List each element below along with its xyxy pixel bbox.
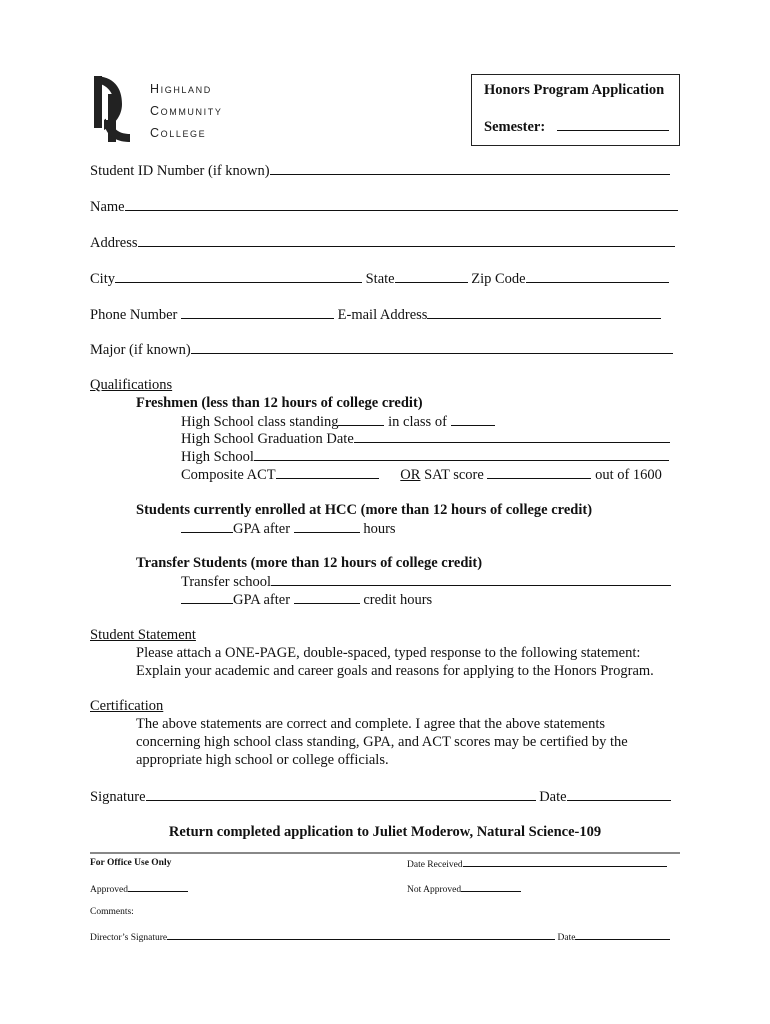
logo-line-2: Community [150,104,223,118]
major-row [90,341,673,359]
major-label: Major (if known) [90,342,191,358]
student-id-label: Student ID Number (if known) [90,163,270,179]
approved-label: Approved [90,885,128,895]
transfer-gpa-after-label: GPA after [233,592,291,608]
zip-label: Zip Code [471,271,526,287]
transfer-school-label: Transfer school [181,574,272,590]
city-row [90,270,669,288]
high-school-row [181,448,669,466]
transfer-hours-field[interactable] [294,591,360,604]
zip-field[interactable] [526,270,669,283]
student-id-row [90,162,670,180]
signature-field[interactable] [146,788,536,801]
sat-score-label: SAT score [424,467,484,483]
major-field[interactable] [191,341,673,354]
address-row [90,234,675,252]
signature-date-label: Date [539,789,567,805]
class-standing-field[interactable] [338,413,384,426]
certification-line-1: The above statements are correct and complete. I agree that the above statements [136,716,606,732]
credit-hours-label: credit hours [363,592,433,608]
current-students-heading: Students currently enrolled at HCC (more than 12 hours of college credit) [136,502,593,518]
directors-signature-label: Director’s Signature [90,933,168,943]
signature-label: Signature [90,789,146,805]
qualifications-heading: Qualifications [90,377,173,393]
or-label: OR [400,467,421,483]
act-field[interactable] [276,466,379,479]
class-size-field[interactable] [451,413,495,426]
transfer-school-row [181,573,671,591]
signature-row [90,788,671,806]
directors-signature-row [90,931,670,943]
name-label: Name [90,199,125,215]
logo-line-1: Highland [150,82,212,96]
return-note: Return completed application to Juliet Moderow, Natural Science-109 [168,824,602,840]
semester-label: Semester: [484,119,546,135]
logo-line-3: College [150,126,207,140]
address-label: Address [90,235,138,251]
semester-row [484,118,669,136]
class-standing-row [181,413,495,431]
form-title: Honors Program Application [484,82,665,98]
high-school-field[interactable] [254,448,669,461]
high-school-label: High School [181,449,254,465]
composite-act-label: Composite ACT [181,467,276,483]
test-scores-row [181,466,662,484]
date-received-field[interactable] [463,858,667,867]
statement-line-1: Please attach a ONE-PAGE, double-spaced, typed response to the following statement: [136,645,641,661]
statement-heading: Student Statement [90,627,196,643]
certification-line-3: appropriate high school or college officials. [136,752,389,768]
transfer-gpa-row [181,591,432,609]
grad-date-row [181,430,670,448]
gpa-after-label: GPA after [233,521,291,537]
phone-field[interactable] [181,306,334,319]
out-of-label: out of 1600 [595,467,662,483]
not-approved-row [407,883,521,895]
application-header-box [471,74,680,146]
office-heading: For Office Use Only [90,858,172,868]
certification-line-2: concerning high school class standing, GPA, and ACT scores may be certified by the [136,734,628,750]
current-hours-field[interactable] [294,520,360,533]
transfer-heading: Transfer Students (more than 12 hours of college credit) [136,555,483,571]
date-received-row [407,858,667,870]
address-field[interactable] [138,234,675,247]
class-standing-label: High School class standing [181,414,339,430]
hours-label: hours [363,521,396,537]
not-approved-label: Not Approved [407,885,462,895]
name-field[interactable] [125,198,678,211]
certification-heading: Certification [90,698,164,714]
name-row [90,198,678,216]
semester-field[interactable] [557,118,669,131]
freshmen-heading: Freshmen (less than 12 hours of college credit) [136,395,423,411]
state-label: State [365,271,395,287]
in-class-of-label: in class of [388,414,447,430]
email-label: E-mail Address [337,307,428,323]
phone-row [90,306,661,324]
email-field[interactable] [427,306,661,319]
city-field[interactable] [115,270,362,283]
sat-field[interactable] [487,466,591,479]
office-divider [90,852,680,854]
state-field[interactable] [395,270,468,283]
statement-line-2: Explain your academic and career goals and reasons for applying to the Honors Program. [136,663,654,679]
grad-date-field[interactable] [354,430,670,443]
office-date-label: Date [557,933,576,943]
approved-field[interactable] [128,883,188,892]
transfer-gpa-field[interactable] [181,591,233,604]
comments-label: Comments: [90,907,134,917]
current-gpa-field[interactable] [181,520,233,533]
current-gpa-row [181,520,396,538]
office-date-field[interactable] [575,931,670,940]
college-logo-icon [92,74,132,144]
not-approved-field[interactable] [461,883,521,892]
student-id-field[interactable] [270,162,670,175]
grad-date-label: High School Graduation Date [181,431,354,447]
date-received-label: Date Received [407,860,463,870]
directors-signature-field[interactable] [167,931,555,940]
phone-label: Phone Number [90,307,178,323]
signature-date-field[interactable] [567,788,671,801]
approved-row [90,883,188,895]
transfer-school-field[interactable] [271,573,671,586]
city-label: City [90,271,115,287]
